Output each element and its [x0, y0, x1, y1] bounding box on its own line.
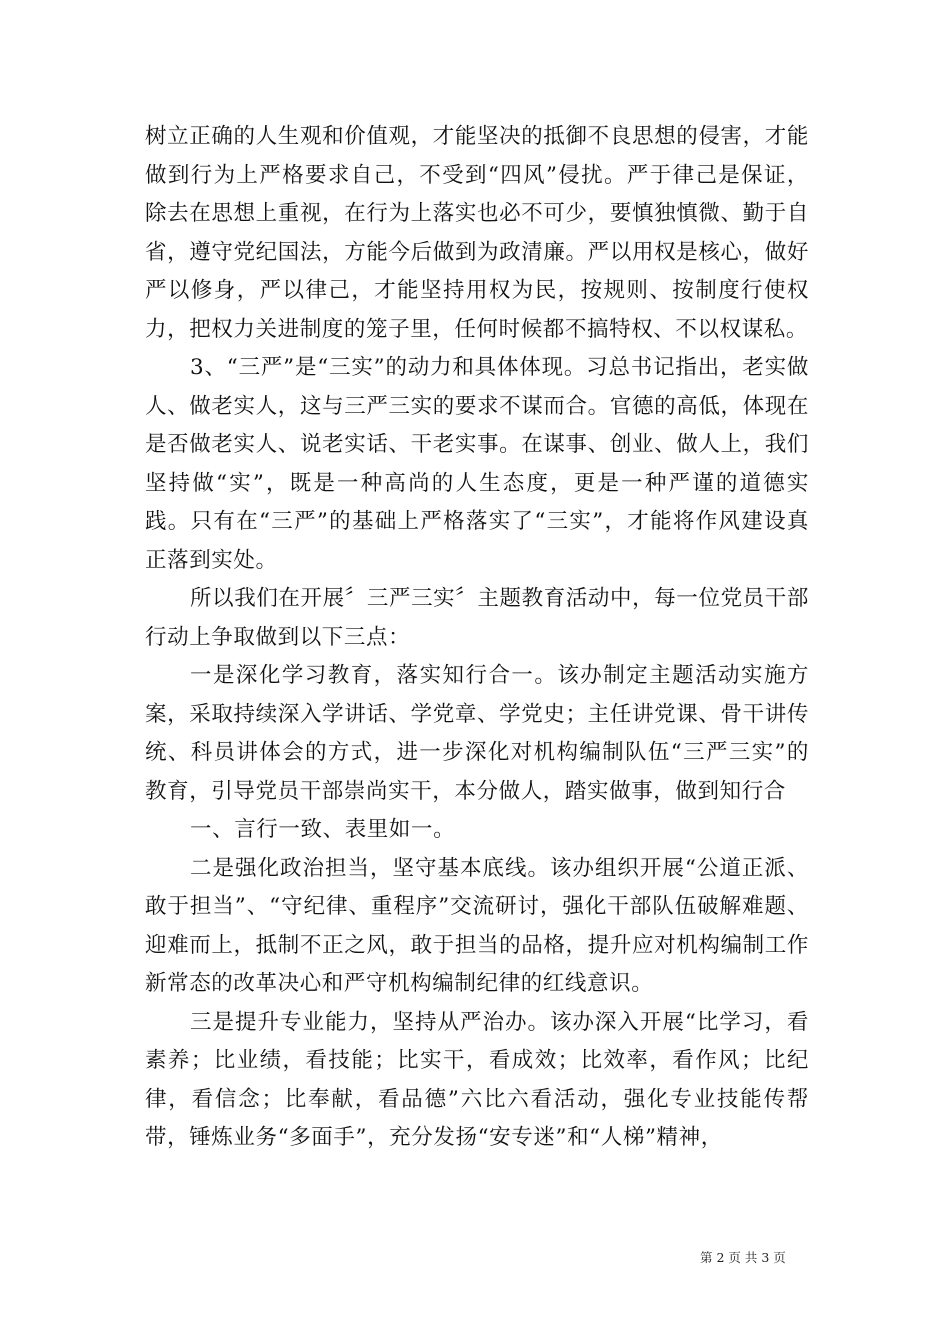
paragraph-2: 3、“三严”是“三实”的动力和具体体现。习总书记指出，老实做人、做老实人，这与三严三实的要求不谋而合。官德的高低，体现在是否做老实人、说老实话、干老实事。在谋事、创业、做人上，我们坚持做“实”，既是一种高尚的人生态度，更是一种严谨的道德实践。只有在“三严”的基础上严格落实了“三实”，才能将作风建设真正落到实处。	[145, 355, 809, 573]
paragraph-6: 二是强化政治担当，坚守基本底线。该办组织开展“公道正派、敢于担当”、“守纪律、重程序”交流研讨，强化干部队伍破解难题、迎难而上，抵制不正之风，敢于担当的品格，提升应对机构编制工作新常态的改革决心和严守机构编制纪律的红线意识。	[145, 855, 809, 996]
page-number-footer: 第 2 页 共 3 页	[700, 1250, 786, 1265]
paragraph-7: 三是提升专业能力，坚持从严治办。该办深入开展“比学习，看素养；比业绩，看技能；比实干，看成效；比效率，看作风；比纪律，看信念；比奉献，看品德”六比六看活动，强化专业技能传帮带，锤炼业务“多面手”，充分发扬“安专迷”和“人梯”精神，	[145, 1009, 809, 1150]
paragraph-3: 所以我们在开展〞三严三实〞主题教育活动中，每一位党员干部行动上争取做到以下三点：	[145, 586, 809, 650]
paragraph-5: 一、言行一致、表里如一。	[190, 817, 456, 842]
paragraph-4: 一是深化学习教育，落实知行合一。该办制定主题活动实施方案，采取持续深入学讲话、学党章、学党史；主任讲党课、骨干讲传统、科员讲体会的方式，进一步深化对机构编制队伍“三严三实”的教育，引导党员干部崇尚实干，本分做人，踏实做事，做到知行合	[145, 663, 809, 804]
document-body	[145, 118, 809, 1158]
paragraph-1: 树立正确的人生观和价值观，才能坚决的抵御不良思想的侵害，才能做到行为上严格要求自己，不受到“四风”侵扰。严于律己是保证，除去在思想上重视，在行为上落实也必不可少，要慎独慎微、勤于自省，遵守党纪国法，方能今后做到为政清廉。严以用权是核心，做好严以修身，严以律己，才能坚持用权为民，按规则、按制度行使权力，把权力关进制度的笼子里，任何时候都不搞特权、不以权谋私。	[145, 124, 809, 342]
